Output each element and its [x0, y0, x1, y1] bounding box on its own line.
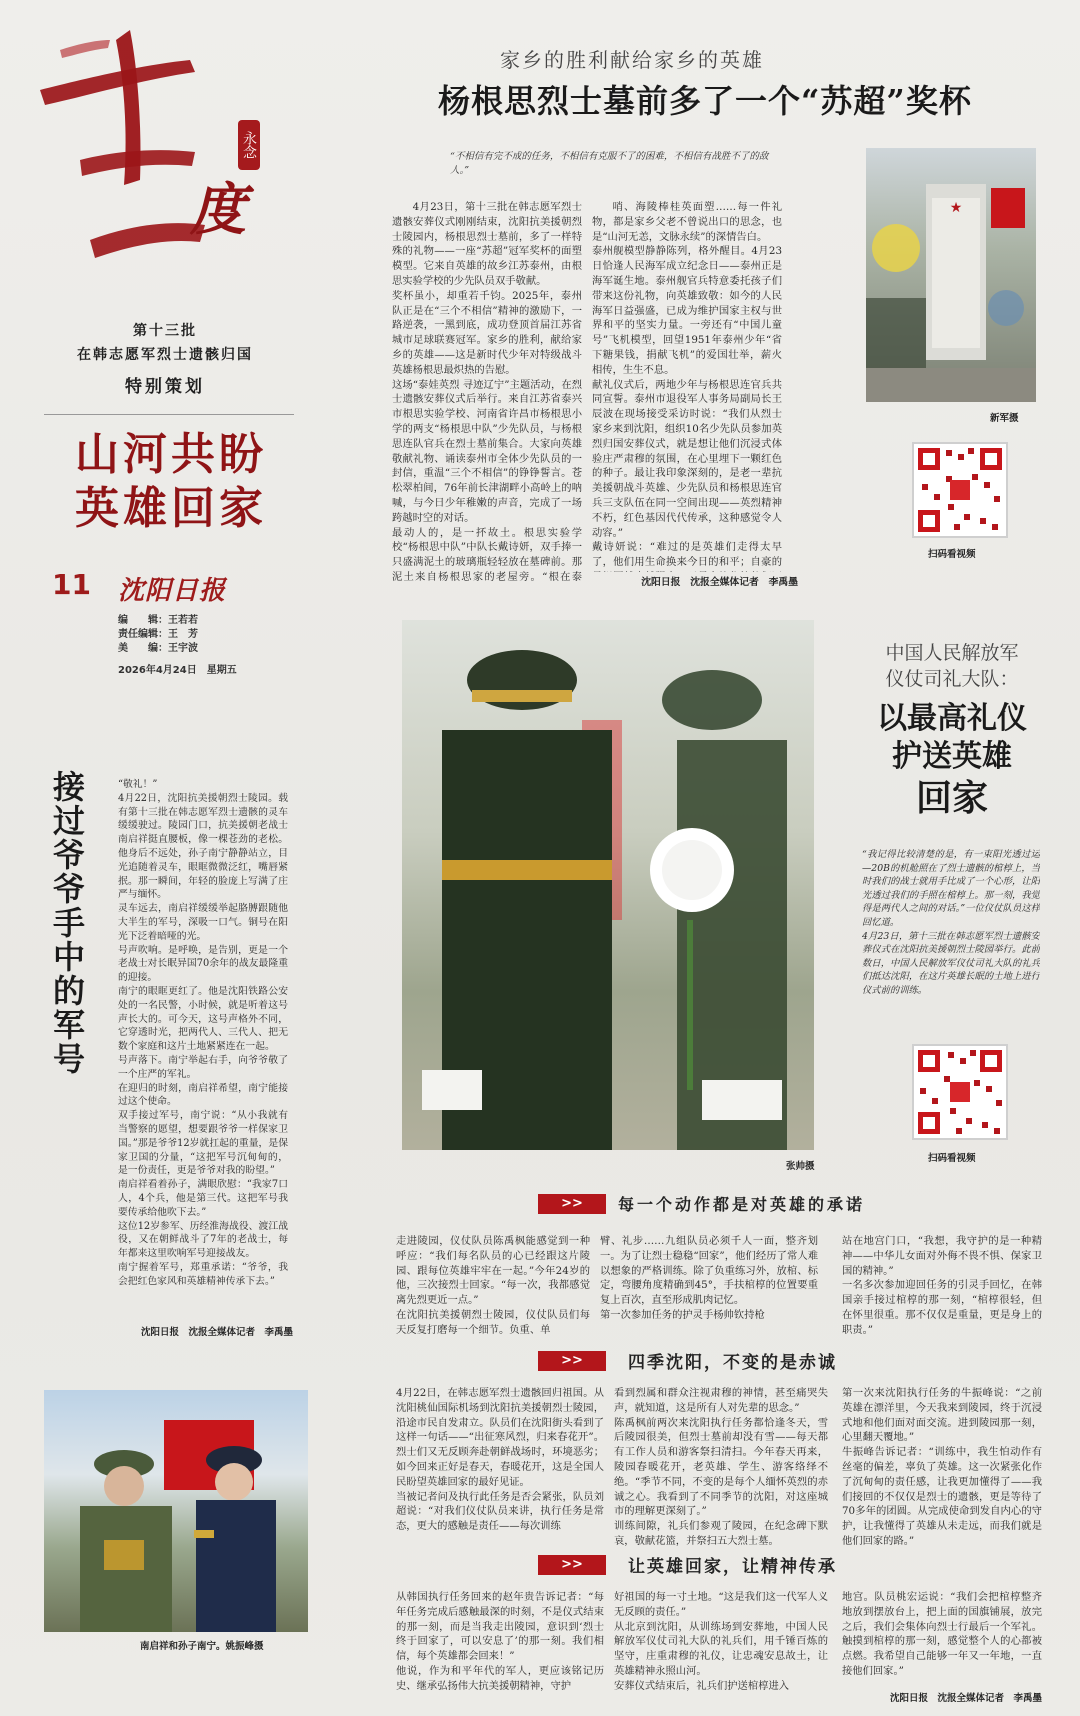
photo-honor-guard: [402, 620, 814, 1150]
photo-tomb-caption: 新军摄: [990, 413, 1019, 424]
section1-header: [538, 1192, 978, 1215]
article1-kicker: 家乡的胜利献给家乡的英雄: [500, 48, 764, 72]
batch-line-2: 在韩志愿军烈士遗骸归国: [77, 347, 253, 363]
masthead: [20, 10, 290, 310]
photo-grandfather-caption: 南启祥和孙子南宁。姚振峰摄: [140, 1641, 264, 1652]
photo-grandfather-grandson: [44, 1390, 308, 1632]
article2-headline-line-3: 回家: [915, 777, 988, 819]
qr-code-2[interactable]: [912, 1044, 1008, 1140]
batch-info: [40, 320, 290, 397]
section1-title: 每一个动作都是对英雄的承诺: [618, 1195, 866, 1214]
article1-column-1: 4月23日，第十三批在韩志愿军烈士遗骸安葬仪式刚刚结束，沈阳抗美援朝烈士陵园内，杨根思烈士墓前，多了一样特殊的礼物——一座“苏超”冠军奖杯的面塑模型。它来自英雄的故乡江苏泰州，由根思实验学校的少先队员双手敬献。 奖杯虽小，却重若千钧。2025年，泰州队正是在“三个不相信”精神的激励下，一路逆袭，一黑到底，成功登顶首届江苏省城市足球联赛冠军。家乡的胜利，献给家乡的英雄——这是新时代少年对特级战斗英雄杨根思最炽热的告慰。 这场“泰娃英烈 寻迹辽宁”主题活动，在烈士遗骸安葬仪式后举行。来自江苏省泰兴市根思实验学校、河南省许昌市杨根思小学的两支“杨根思中队”少先队员，与杨根思连队官兵在烈士墓前集合。大家向英雄敬献礼物、诵读泰州市全体少先队员的一封信，重温“三个不相信”的铮铮誓言。苍松翠柏间，76年前长津湖畔小高岭上的呐喊，与今日少年稚嫩的声音，完成了一场跨越时空的对话。 最动人的，是一抔故土。根思实验学校“杨根思中队”中队长戴诗妍，双手捧一只盛满泥土的玻璃瓶轻轻放在墓碑前。那泥土来自杨根思家的老屋旁。“根在泰: [392, 201, 582, 583]
masthead-divider: [44, 414, 294, 415]
editor-block: [118, 614, 237, 678]
section1-column-2: 臂、礼步……九组队员必须千人一面，整齐划一。为了让烈士稳稳“回家”，他们经历了常人难以想象的严格训练。除了负重练习外，放棺、标定，弯腰角度精确到45°，手扶棺椁的位置要重复上百次，直至形成肌肉记忆。 第一次参加任务的护灵手杨帅钦持枪: [600, 1235, 818, 1321]
article2-headline: [852, 700, 1052, 820]
article3-credit: 沈阳日报 沈报全媒体记者 李禹墨: [140, 1327, 293, 1338]
theme-line-2: 英雄回家: [75, 483, 267, 534]
article2-intro: “我记得比较清楚的是，有一束阳光透过运—20B的机舱照在了烈士遗骸的棺椁上，当时我们的战士就用手比成了一个心形，让阳光透过我们的手照在棺椁上。那一刻，我觉得是两代人之间的对话。”一位仪仗队员这样回忆道。 4月23日，第十三批在韩志愿军烈士遗骸安葬仪式在沈阳抗美援朝烈士陵园举行。此前数日，中国人民解放军仪仗司礼大队的礼兵们抵达沈阳，在这片英雄长眠的土地上进行仪式前的训练。: [862, 849, 1040, 996]
chevron-icon: >>: [538, 1351, 606, 1371]
section3-column-3: 地宫。队员桃宏运说：“我们会把棺椁整齐地放到摆放台上，把上面的国旗铺展，放完之后，我们会集体向烈士行最后一个军礼。触摸到棺椁的那一刻，感觉整个人的心都被点燃。我希望自己能够一年又一年地，一直接他们回家。”: [842, 1591, 1042, 1677]
section3-title: 让英雄回家，让精神传承: [628, 1557, 837, 1577]
article1-credit: 沈阳日报 沈报全媒体记者 李禹墨: [641, 577, 798, 588]
qr-code-2-label: 扫码看视频: [928, 1153, 976, 1164]
article2-org-line-2: 仪仗司礼大队：: [885, 668, 1019, 690]
article2-credit: 沈阳日报 沈报全媒体记者 李禹墨: [889, 1693, 1042, 1704]
batch-line-1: 第十三批: [133, 323, 197, 339]
section1-column-3: 站在地宫门口，“我想，我守护的是一种精神——中华儿女面对外侮不畏不惧、保家卫国的精神。” 一名多次参加迎回任务的引灵手回忆，在韩国亲手接过棺椁的那一刻，“棺椁很轻，但在怀里很重。那不仅仅是重量，更是身上的职责。”: [842, 1235, 1042, 1336]
calligraphy-char-2: 度: [190, 177, 246, 243]
photo-honor-guard-caption: 张帅摄: [786, 1161, 815, 1172]
editor-line: 责任编辑：王 芳: [118, 629, 198, 640]
article1-column-2: 哨、海陵棒桂英面塑……每一件礼物，都是家乡父老不曾说出口的思念，也是“山河无恙，文脉永续”的深情告白。 泰州舰模型静静陈列，格外醒目。4月23日恰逢人民海军成立纪念日——泰州正是海军诞生地。泰州舰官兵特意委托孩子们带来这份礼物，向英雄致敬：如今的人民海军日益强盛，已成为维护国家主权与世界和平的坚实力量。一旁还有“中国儿童号”飞机模型，回望1951年泰州少年“省下糖果钱，捐献飞机”的爱国壮举，薪火相传，生生不息。 献礼仪式后，两地少年与杨根思连官兵共同宣誓。泰州市退役军人事务局副局长王辰波在现场接受采访时说：“我们从烈士家乡来到沈阳，组织10名少先队员参加英烈归国安葬仪式，就是想让他们沉浸式体验庄严肃穆的氛围，在心里埋下一颗红色的种子。最让我印象深刻的，是老一辈抗美援朝战斗英雄、少先队员和杨根思连官兵三支队伍在同一空间出现——英烈精神不朽，红色基因代代传承，这种感觉令人动容。” 戴诗妍说：“难过的是英雄们走得太早了，他们用生命换来今日的和平；自豪的: [592, 201, 782, 569]
chevron-icon: >>: [538, 1555, 606, 1575]
section2-title: 四季沈阳，不变的是赤诚: [628, 1353, 837, 1373]
article3-body: “敬礼！” 4月22日，沈阳抗美援朝烈士陵园。载有第十三批在韩志愿军烈士遗骸的灵车缓缓驶过。陵园门口，抗美援朝老战士南启祥挺直腰板，像一棵苍劲的老松。他身后不远处，孙子南宁静静站立，目光追随着灵车，眼眶微微泛红，嘴唇紧抿。那一瞬间，年轻的脸庞上写满了庄严与缅怀。 灵车远去，南启祥缓缓举起胳膊跟随他大半生的军号，深吸一口气。铜号在阳光下泛着暗哑的光。 号声吹响。是呼唤，是告别，更是一个老战士对长眠异国70余年的战友最隆重的迎接。 南宁的眼眶更红了。他是沈阳铁路公安处的一名民警，小时候，就是听着这号声长大的。可今天，这号声格外不同，它穿透时光，把两代人、三代人、把无数个家庭和这片土地紧紧连在一起。 号声落下。南宁举起右手，向爷爷敬了一个庄严的军礼。 在迎归的时刻，南启祥希望，南宁能接过这个使命。 双手接过军号，南宁说：“从小我就有当警察的愿望，想要跟爷爷一样保家卫国。”那是爷爷12岁就扛起的重量，是保家卫国的分量，“这把军号沉甸甸的，是一份责任，更是爷爷对我的盼望。” 南启祥看着孙子，满眼欣慰：“我家7口人，4个兵，他是第三代。这把军号我要传承给他吹下去。” 这位12岁参军、历经淮海战役、渡江战役，又在朝鲜战斗了7年的老战士，每年都来这里吹响军号迎接战友。 南宁握着军号，郑重承诺：“爷爷，我会把红色家风和英雄精神传承下去。”: [118, 779, 288, 1287]
article2-org: [852, 640, 1052, 692]
qr-code-1-label: 扫码看视频: [928, 549, 976, 560]
seal-stamp: [238, 120, 260, 170]
section3-column-1: 从韩国执行任务回来的赵年贵告诉记者：“每年任务完成后感触最深的时刻，不是仪式结束的那一刻，而是当我走出陵园，意识到‘烈士终于回家了，可以安息了’的那一刻。我们相信，每个英雄都会回来！” 他说，作为和平年代的军人，更应该铭记历史、继承弘扬伟大抗美援朝精神，守护: [396, 1591, 604, 1692]
section1-column-1: 走进陵园，仪仗队员陈禹枫能感觉到一种呼应：“我们每名队员的心已经跟这片陵园、跟每位英雄牢牢在一起。”今年24岁的他，三次接烈士回家。“每一次，我都感觉离先烈更近一点。” 在沈阳抗美援朝烈士陵园，仪仗队员们每天反复打磨每一个细节。负重、单: [396, 1235, 590, 1336]
editor-line: 美 编：王宇波: [118, 643, 198, 654]
article2-headline-line-2: 护送英雄: [892, 739, 1012, 774]
photo-tomb-memorial: [866, 148, 1036, 402]
theme-line-1: 山河共盼: [75, 429, 267, 480]
seal-text: 永念: [241, 131, 257, 159]
svg-text:★: ★: [949, 200, 963, 216]
qr-code-1[interactable]: [912, 442, 1008, 538]
theme-title: [56, 428, 286, 536]
section3-header: [538, 1552, 978, 1577]
issue-date: 2026年4月24日 星期五: [118, 665, 237, 676]
article1-headline: 杨根思烈士墓前多了一个“苏超”奖杯: [438, 82, 972, 120]
article2-org-line-1: 中国人民解放军: [885, 642, 1019, 664]
section3-column-2: 好祖国的每一寸土地。“这是我们这一代军人义无反顾的责任。” 从北京到沈阳，从训练场到安葬地，中国人民解放军仪仗司礼大队的礼兵们，用千锤百炼的坚守，庄重肃穆的礼仪，让忠魂安息故土，让英雄精神永照山河。 安葬仪式结束后，礼兵们护送棺椁进入: [614, 1591, 828, 1692]
page-number: 11: [52, 568, 91, 601]
section2-header: [538, 1348, 978, 1373]
article1-quote: “不相信有完不成的任务，不相信有克服不了的困难，不相信有战胜不了的敌人。”: [450, 151, 769, 176]
section2-column-2: 看到烈属和群众注视肃穆的神情，甚至痛哭失声，就知道，这是所有人对先辈的思念。” 陈禹枫前两次来沈阳执行任务都恰逢冬天，雪后陵园很美，但烈士墓前却没有雪——每天都有工作人员和游客祭扫清扫。今年春天再来，陵园春暖花开，老英雄、学生、游客络绎不绝。“季节不同，不变的是每个人缅怀英烈的赤诚之心。我看到了不同季节的沈阳，对这座城市的理解更深刻了。” 训练间隙，礼兵们参观了陵园，在纪念碑下默哀，敬献花篮，并祭扫五大烈士墓。: [614, 1387, 828, 1547]
article2-headline-line-1: 以最高礼仪: [877, 701, 1027, 736]
paper-name-logo: 沈阳日报: [118, 576, 227, 606]
special-label: 特别策划: [125, 377, 205, 397]
article3-headline: 接过爷爷手中的军号: [48, 770, 86, 1076]
section2-column-3: 第一次来沈阳执行任务的牛振峰说：“之前英雄在漂洋里，今天我来到陵园，终于沉浸式地和他们面对面交流。进到陵园那一刻，心里翻天覆地。” 牛振峰告诉记者：“训练中，我生怕动作有丝毫的偏差，辜负了英雄。这一次紧张化作了沉甸甸的责任感，让我更加懂得了——我们接回的不仅仅是烈士的遗骸，更是等待了70多年的团圆。从完成使命到发自内心的守护，让我懂得了英雄从未走远，而我们就是他们回家的路。”: [842, 1387, 1042, 1547]
section2-column-1: 4月22日，在韩志愿军烈士遗骸回归祖国。从沈阳桃仙国际机场到沈阳抗美援朝烈士陵园，沿途市民自发肃立。队员们在沈阳街头看到了这样一句话——“出征寒风烈，归来春花开”。烈士们又无反顾奔赴朝鲜战场时，环境恶劣；如今回来正好是春天，春暖花开，这是全国人民盼望英雄回家的最好见证。 当被记者问及执行此任务是否会紧张，队员刘超说：“对我们仪仗队员来讲，执行任务是常态，更大的感触是责任——每次训练: [396, 1387, 604, 1533]
editor-line: 编 辑：王若若: [118, 615, 198, 626]
chevron-icon: >>: [538, 1194, 606, 1214]
